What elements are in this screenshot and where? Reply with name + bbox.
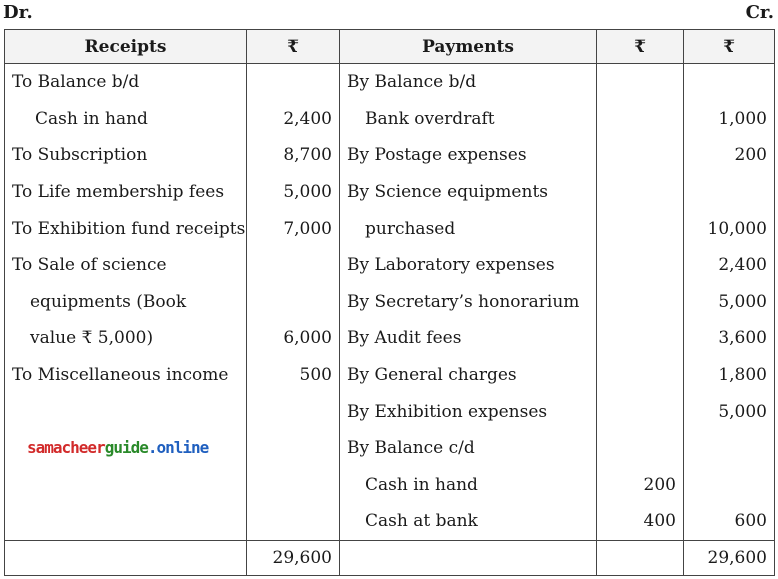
payments-subamount-header: ₹ xyxy=(597,30,684,64)
payment-item: By Science equipments xyxy=(340,174,597,211)
receipt-amount xyxy=(247,247,340,284)
payment-item: By Laboratory expenses xyxy=(340,247,597,284)
header-row xyxy=(5,30,775,64)
table-row xyxy=(5,430,775,467)
payment-amount xyxy=(684,64,775,101)
payment-amount: 5,000 xyxy=(684,284,775,321)
payment-item: By Balance c/d xyxy=(340,430,597,467)
payment-item: By General charges xyxy=(340,357,597,394)
payment-amount: 10,000 xyxy=(684,210,775,247)
receipt-amount: 5,000 xyxy=(247,174,340,211)
receipt-item xyxy=(5,503,247,540)
receipt-amount xyxy=(247,467,340,504)
payment-item: Cash in hand xyxy=(340,467,597,504)
payment-amount: 5,000 xyxy=(684,393,775,430)
payment-item: By Exhibition expenses xyxy=(340,393,597,430)
total-receipts: 29,600 xyxy=(247,540,340,575)
table-row xyxy=(5,320,775,357)
receipt-amount xyxy=(247,284,340,321)
receipt-item xyxy=(5,467,247,504)
receipt-item: To Subscription xyxy=(5,137,247,174)
receipt-item xyxy=(5,393,247,430)
payment-amount xyxy=(684,430,775,467)
site-watermark: samacheerguide.online xyxy=(27,438,209,458)
receipt-item: Cash in hand xyxy=(5,101,247,138)
payment-subamount xyxy=(597,430,684,467)
table-row xyxy=(5,64,775,101)
table-row xyxy=(5,247,775,284)
total-payment-label xyxy=(340,540,597,575)
payment-amount: 600 xyxy=(684,503,775,540)
table-row xyxy=(5,467,775,504)
table-row xyxy=(5,357,775,394)
receipt-item: To Life membership fees xyxy=(5,174,247,211)
table-row xyxy=(5,393,775,430)
payments-amount-header: ₹ xyxy=(684,30,775,64)
payment-subamount xyxy=(597,357,684,394)
receipts-header: Receipts xyxy=(5,30,247,64)
total-payments: 29,600 xyxy=(684,540,775,575)
total-receipt-label xyxy=(5,540,247,575)
payment-item: Cash at bank xyxy=(340,503,597,540)
payment-amount xyxy=(684,174,775,211)
receipt-amount: 8,700 xyxy=(247,137,340,174)
payment-subamount xyxy=(597,247,684,284)
credit-label: Cr. xyxy=(745,2,774,23)
payment-subamount xyxy=(597,284,684,321)
payment-subamount xyxy=(597,320,684,357)
receipt-amount xyxy=(247,503,340,540)
payment-amount: 1,800 xyxy=(684,357,775,394)
table-row xyxy=(5,101,775,138)
table-row xyxy=(5,210,775,247)
receipt-amount: 500 xyxy=(247,357,340,394)
payment-subamount xyxy=(597,393,684,430)
total-row xyxy=(5,540,775,575)
watermark-cell xyxy=(5,430,247,467)
receipt-item: equipments (Book xyxy=(5,284,247,321)
receipts-amount-header: ₹ xyxy=(247,30,340,64)
table-row xyxy=(5,503,775,540)
receipt-amount: 2,400 xyxy=(247,101,340,138)
receipt-item: value ₹ 5,000) xyxy=(5,320,247,357)
payment-amount xyxy=(684,467,775,504)
payment-subamount: 200 xyxy=(597,467,684,504)
payments-header: Payments xyxy=(340,30,597,64)
payment-item: Bank overdraft xyxy=(340,101,597,138)
receipt-amount: 6,000 xyxy=(247,320,340,357)
receipts-payments-table xyxy=(4,29,775,576)
payment-amount: 3,600 xyxy=(684,320,775,357)
payment-subamount xyxy=(597,137,684,174)
payment-amount: 1,000 xyxy=(684,101,775,138)
payment-subamount xyxy=(597,101,684,138)
payment-item: By Balance b/d xyxy=(340,64,597,101)
payment-item: purchased xyxy=(340,210,597,247)
receipt-amount xyxy=(247,393,340,430)
table-row xyxy=(5,137,775,174)
payment-amount: 2,400 xyxy=(684,247,775,284)
payment-subamount xyxy=(597,210,684,247)
payment-item: By Audit fees xyxy=(340,320,597,357)
table-row xyxy=(5,284,775,321)
payment-subamount xyxy=(597,174,684,211)
payment-subamount: 400 xyxy=(597,503,684,540)
total-payment-subamount xyxy=(597,540,684,575)
receipt-item: To Balance b/d xyxy=(5,64,247,101)
receipt-amount xyxy=(247,64,340,101)
receipt-item: To Exhibition fund receipts xyxy=(5,210,247,247)
payment-item: By Secretary’s honorarium xyxy=(340,284,597,321)
payment-amount: 200 xyxy=(684,137,775,174)
payment-subamount xyxy=(597,64,684,101)
receipt-amount: 7,000 xyxy=(247,210,340,247)
debit-label: Dr. xyxy=(3,2,33,23)
payment-item: By Postage expenses xyxy=(340,137,597,174)
receipt-item: To Sale of science xyxy=(5,247,247,284)
table-row xyxy=(5,174,775,211)
receipt-amount xyxy=(247,430,340,467)
receipt-item: To Miscellaneous income xyxy=(5,357,247,394)
